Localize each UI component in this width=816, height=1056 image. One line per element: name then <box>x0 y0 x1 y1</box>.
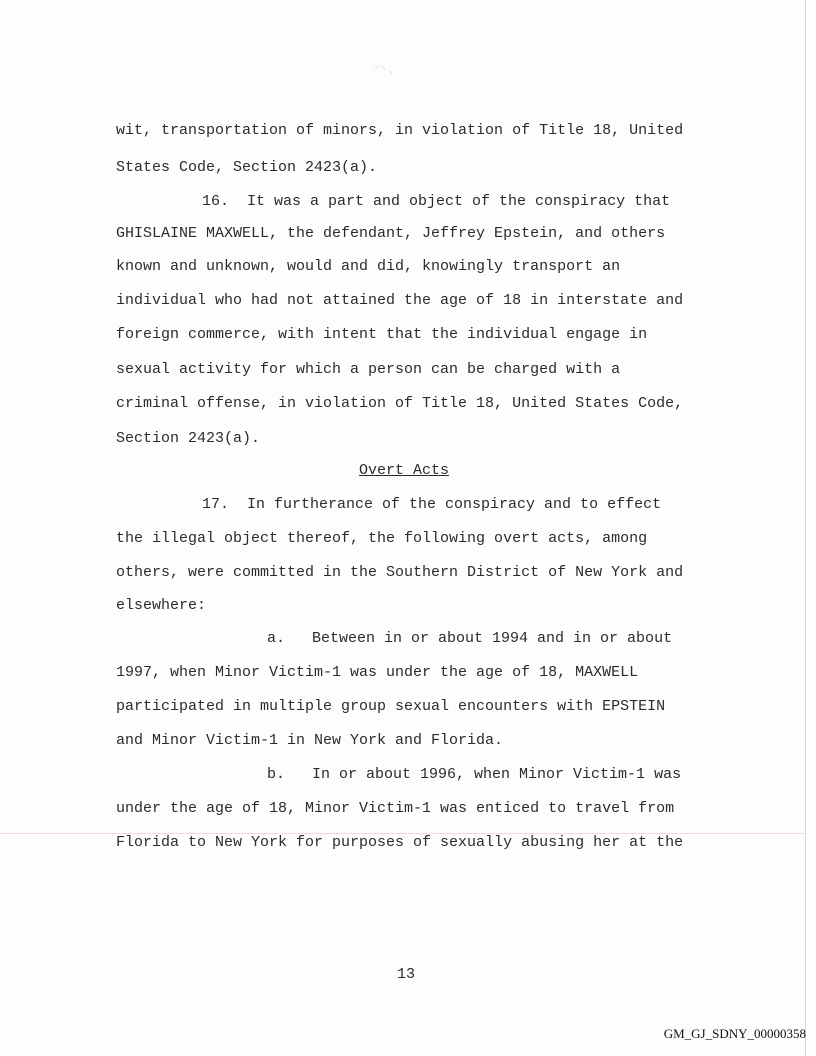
section-heading-overt-acts: Overt Acts <box>359 462 450 479</box>
page-edge <box>805 0 806 1056</box>
text-line: others, were committed in the Southern District of New York and <box>116 564 684 581</box>
text-line: and Minor Victim-1 in New York and Florida. <box>116 732 504 749</box>
paragraph-16-start: 16. It was a part and object of the conspiracy that <box>202 193 671 210</box>
text-line: individual who had not attained the age of 18 in interstate and <box>116 292 684 309</box>
text-line: GHISLAINE MAXWELL, the defendant, Jeffrey Epstein, and others <box>116 225 666 242</box>
subparagraph-b-start: b. In or about 1996, when Minor Victim-1 was <box>267 766 682 783</box>
text-line: the illegal object thereof, the following overt acts, among <box>116 530 648 547</box>
text-line: under the age of 18, Minor Victim-1 was enticed to travel from <box>116 800 675 817</box>
text-line: States Code, Section 2423(a). <box>116 159 378 176</box>
faint-mark: ハ、 <box>372 62 404 78</box>
text-line: Section 2423(a). <box>116 430 261 447</box>
text-line: criminal offense, in violation of Title 18, United States Code, <box>116 395 684 412</box>
subparagraph-a-start: a. Between in or about 1994 and in or about <box>267 630 673 647</box>
text-line: Florida to New York for purposes of sexually abusing her at the <box>116 834 684 851</box>
page-number: 13 <box>397 966 416 983</box>
text-line: participated in multiple group sexual encounters with EPSTEIN <box>116 698 666 715</box>
text-line: foreign commerce, with intent that the individual engage in <box>116 326 648 343</box>
text-line: known and unknown, would and did, knowingly transport an <box>116 258 621 275</box>
paragraph-17-start: 17. In furtherance of the conspiracy and to effect <box>202 496 662 513</box>
text-line: elsewhere: <box>116 597 207 614</box>
text-line: 1997, when Minor Victim-1 was under the age of 18, MAXWELL <box>116 664 639 681</box>
text-line: wit, transportation of minors, in violation of Title 18, United <box>116 122 684 139</box>
scan-artifact-line <box>0 833 806 834</box>
text-line: sexual activity for which a person can be charged with a <box>116 361 621 378</box>
bates-number: GM_GJ_SDNY_00000358 <box>663 1026 806 1041</box>
